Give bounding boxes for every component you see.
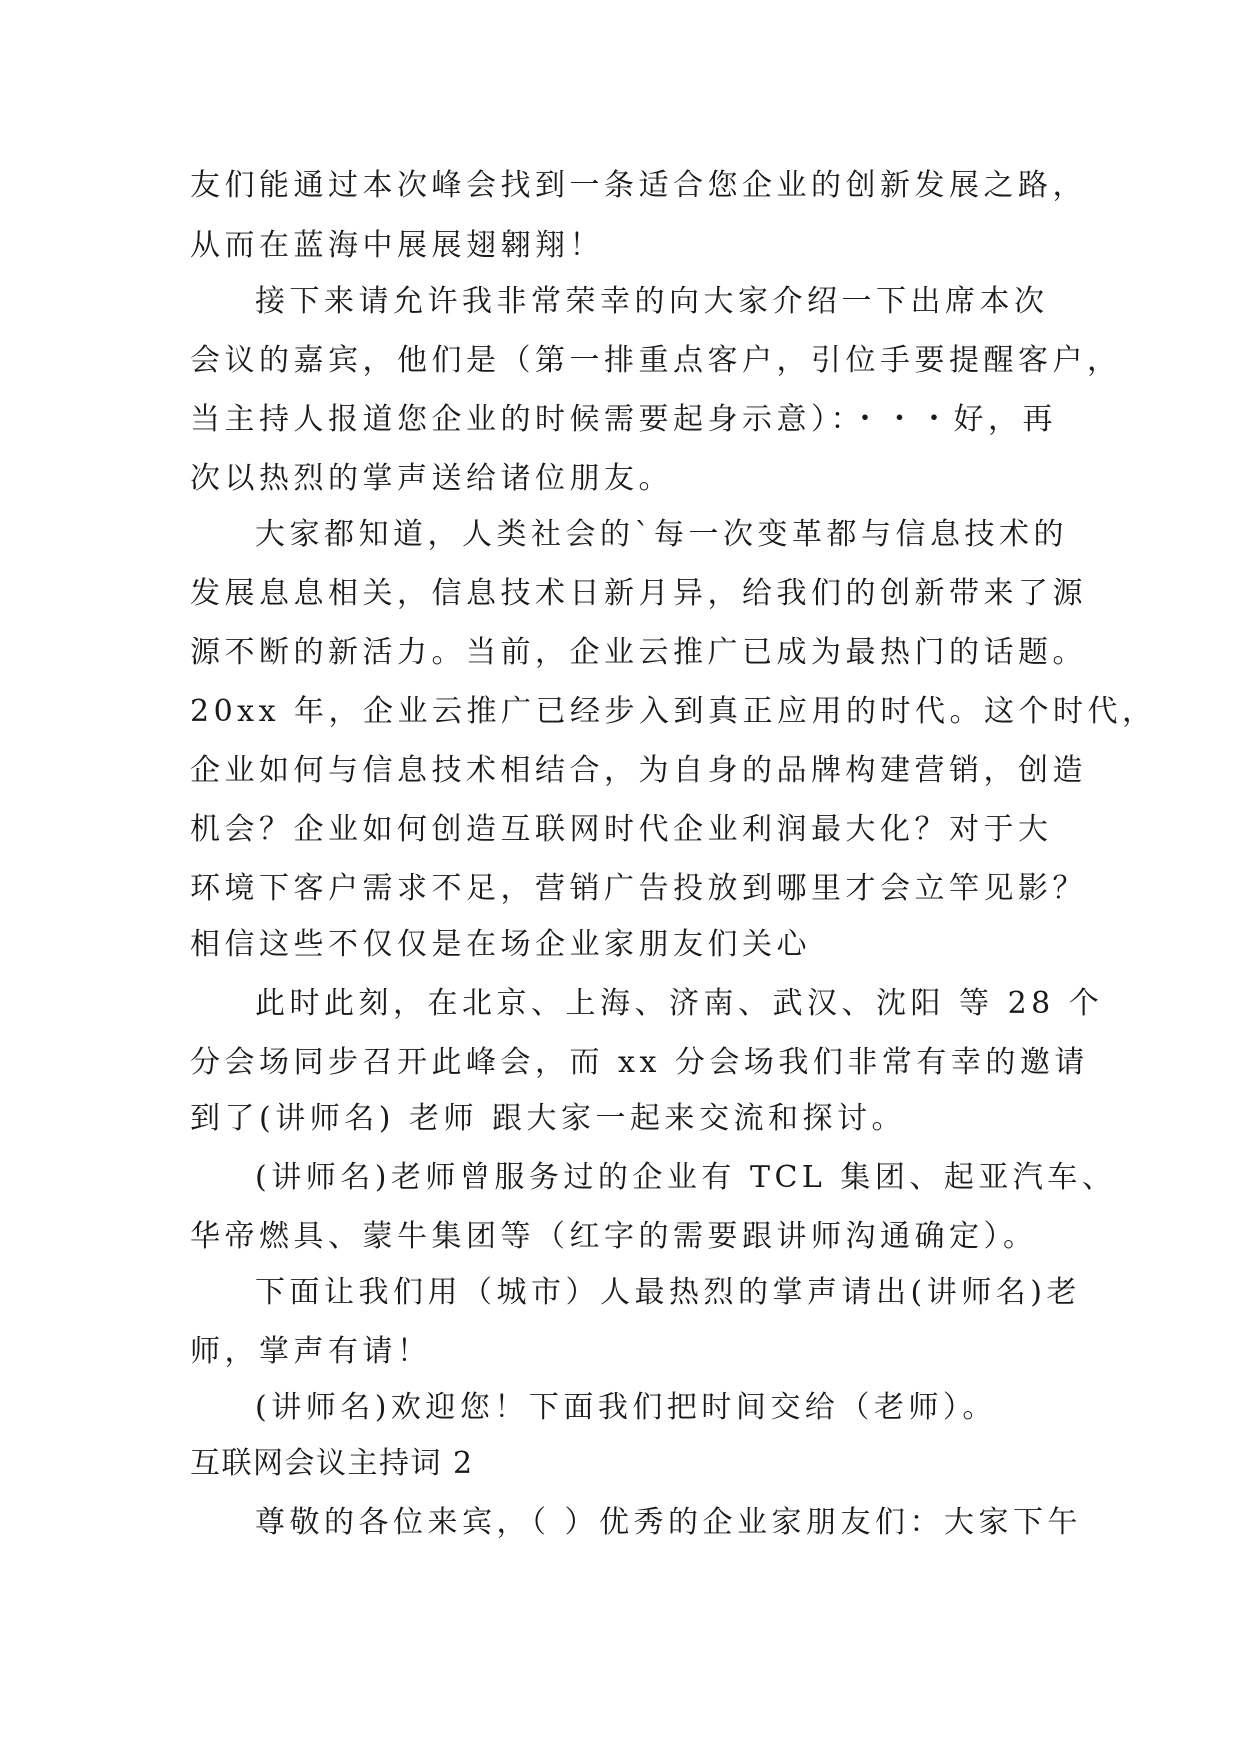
paragraph-line: 发展息息相关，信息技术日新月异，给我们的创新带来了源 (190, 576, 1087, 611)
paragraph-line: (讲师名)欢迎您！下面我们把时间交给（老师）。 (255, 1390, 997, 1425)
paragraph-line: 当主持人报道您企业的时候需要起身示意）：・・・好，再 (190, 402, 1057, 437)
paragraph-line: 尊敬的各位来宾，（ ）优秀的企业家朋友们：大家下午 (255, 1505, 1083, 1540)
paragraph-line: 下面让我们用（城市）人最热烈的掌声请出(讲师名)老 (255, 1275, 1081, 1310)
paragraph-line: 企业如何与信息技术相结合，为自身的品牌构建营销，创造 (190, 753, 1087, 788)
paragraph-line: 次以热烈的掌声送给诸位朋友。 (190, 461, 673, 496)
section-heading: 互联网会议主持词 2 (190, 1446, 474, 1481)
paragraph-line: (讲师名)老师曾服务过的企业有 TCL 集团、起亚汽车、 (255, 1160, 1117, 1195)
paragraph-line: 20xx 年，企业云推广已经步入到真正应用的时代。这个时代， (190, 694, 1157, 729)
paragraph-line: 师，掌声有请！ (190, 1334, 432, 1369)
paragraph-line: 会议的嘉宾，他们是（第一排重点客户，引位手要提醒客户， (190, 343, 1122, 378)
paragraph-line: 源不断的新活力。当前，企业云推广已成为最热门的话题。 (190, 635, 1087, 670)
paragraph-line: 从而在蓝海中展展翅翱翔！ (190, 228, 604, 263)
paragraph-line: 华帝燃具、蒙牛集团等（红字的需要跟讲师沟通确定）。 (190, 1219, 1038, 1254)
paragraph-line: 分会场同步召开此峰会，而 xx 分会场我们非常有幸的邀请 (190, 1045, 1089, 1080)
paragraph-line: 环境下客户需求不足，营销广告投放到哪里才会立竿见影？ (190, 871, 1087, 906)
paragraph-line: 接下来请允许我非常荣幸的向大家介绍一下出席本次 (255, 284, 1049, 319)
paragraph-line: 此时此刻，在北京、上海、济南、武汉、沈阳 等 28 个 (255, 986, 1104, 1021)
paragraph-line: 友们能通过本次峰会找到一条适合您企业的创新发展之路， (190, 168, 1087, 203)
paragraph-line: 大家都知道，人类社会的`每一次变革都与信息技术的 (255, 517, 1068, 552)
paragraph-line: 到了(讲师名) 老师 跟大家一起来交流和探讨。 (190, 1101, 906, 1136)
paragraph-line: 相信这些不仅仅是在场企业家朋友们关心 (190, 927, 811, 962)
paragraph-line: 机会？企业如何创造互联网时代企业利润最大化？对于大 (190, 812, 1053, 847)
